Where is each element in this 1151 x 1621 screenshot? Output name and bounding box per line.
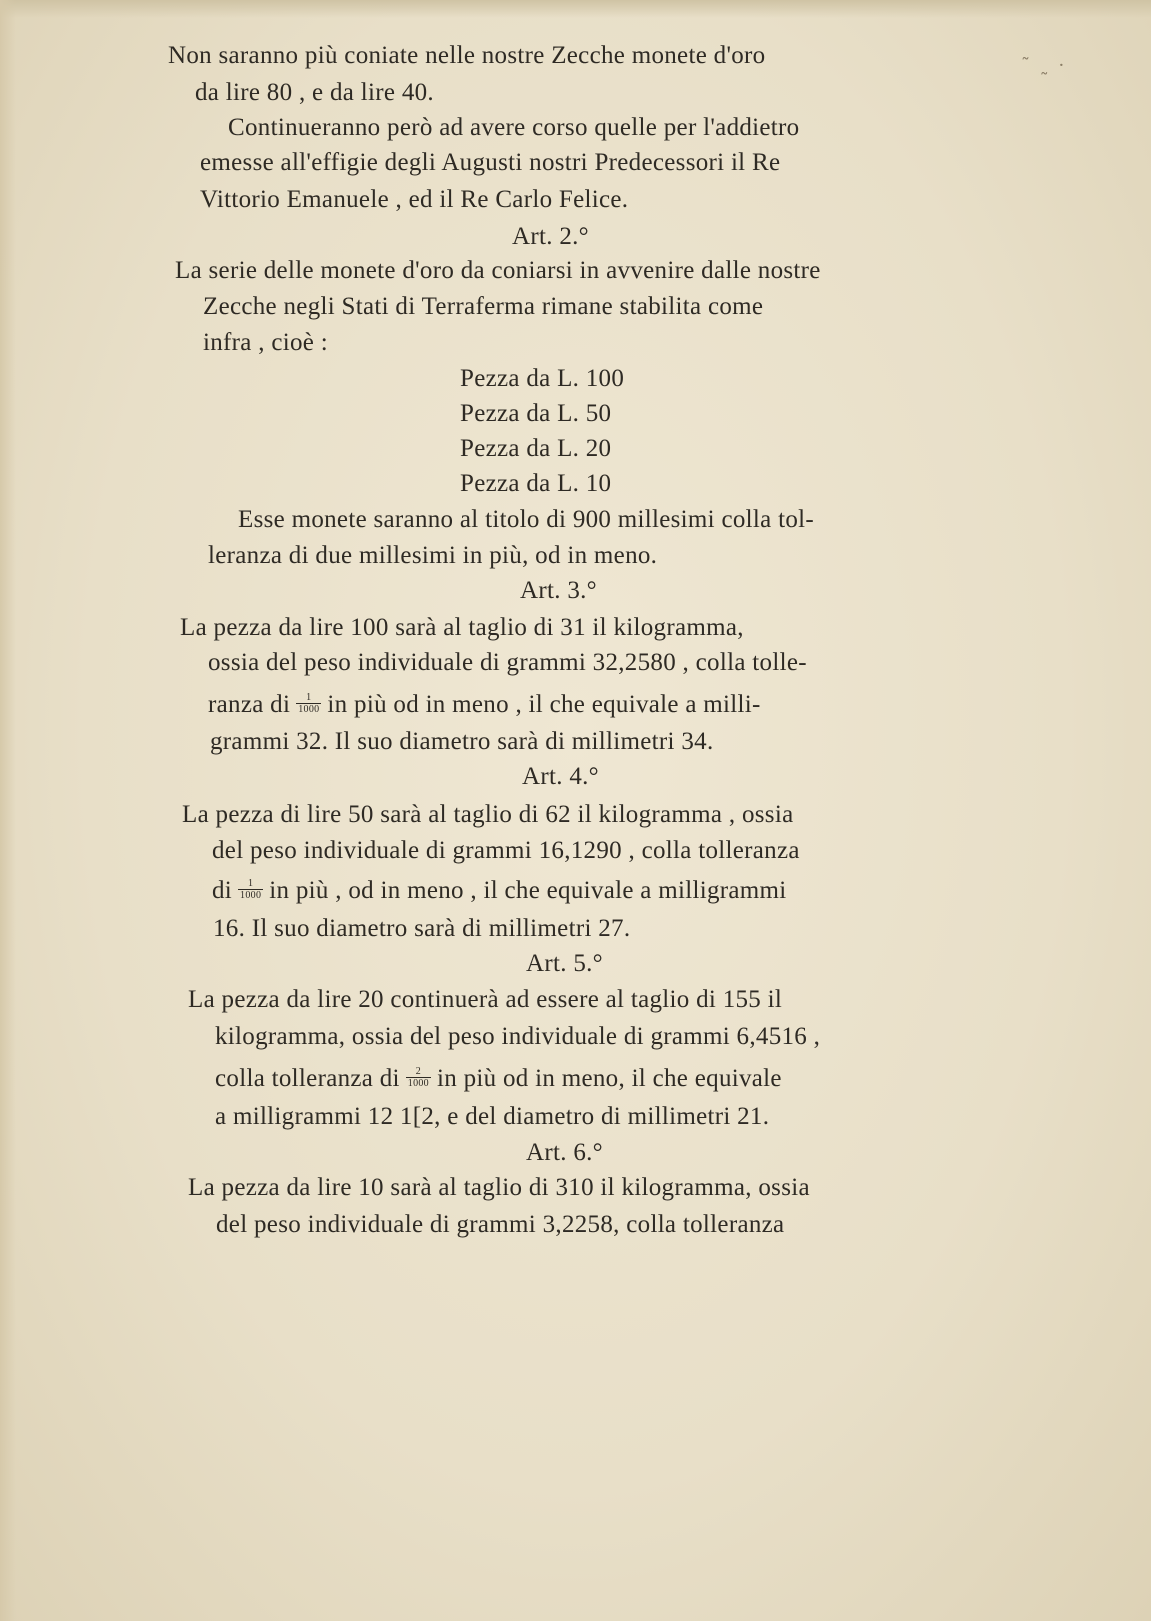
text-line-5: Vittorio Emanuele , ed il Re Carlo Felice. — [200, 186, 629, 213]
coin-list-item-10: Pezza da L. 10 — [460, 470, 612, 497]
text-line-8: infra , cioè : — [203, 329, 328, 356]
text-line-6: La serie delle monete d'oro da coniarsi in avvenire dalle nostre — [175, 257, 821, 284]
text-segment: di — [212, 877, 233, 904]
paper-edge-left — [0, 0, 16, 1621]
article-heading-5: Art. 5.° — [526, 950, 603, 977]
text-line-18: 16. Il suo diametro sarà di millimetri 27. — [213, 915, 631, 942]
text-line-24: del peso individuale di grammi 3,2258, colla tolleranza — [216, 1211, 785, 1238]
article-heading-3: Art. 3.° — [520, 577, 597, 604]
coin-list-item-20: Pezza da L. 20 — [460, 435, 612, 462]
coin-list-item-50: Pezza da L. 50 — [460, 400, 612, 427]
text-line-3: Continueranno però ad avere corso quelle per l'addietro — [228, 114, 800, 141]
text-line-16: del peso individuale di grammi 16,1290 , colla tolleranza — [212, 837, 800, 864]
text-segment: in più od in meno, il che equivale — [436, 1065, 782, 1092]
coin-list-item-100: Pezza da L. 100 — [460, 365, 625, 392]
fraction-two-thousandths — [406, 1066, 431, 1089]
fraction-denominator: 1000 — [298, 703, 320, 715]
text-line-10: leranza di due millesimi in più, od in meno. — [208, 542, 658, 569]
text-line-23: La pezza da lire 10 sarà al taglio di 310 il kilogramma, ossia — [188, 1174, 810, 1201]
text-line-12: ossia del peso individuale di grammi 32,2580 , colla tolle- — [208, 649, 807, 676]
text-line-13 — [208, 690, 761, 720]
fraction-denominator: 1000 — [240, 889, 262, 901]
paper-edge-top — [0, 0, 1151, 18]
fraction-one-thousandth — [296, 692, 321, 715]
fraction-numerator: 1 — [247, 877, 254, 889]
text-line-20: kilogramma, ossia del peso individuale di grammi 6,4516 , — [215, 1023, 821, 1050]
fraction-denominator: 1000 — [407, 1077, 429, 1089]
text-segment: in più od in meno , il che equivale a milli- — [327, 691, 761, 718]
text-line-11: La pezza da lire 100 sarà al taglio di 31 il kilogramma, — [180, 614, 744, 641]
text-line-21 — [215, 1064, 782, 1094]
text-segment: in più , od in meno , il che equivale a milligrammi — [269, 877, 787, 904]
text-line-22: a milligrammi 12 1[2, e del diametro di millimetri 21. — [215, 1103, 770, 1130]
text-line-9: Esse monete saranno al titolo di 900 millesimi colla tol- — [238, 506, 815, 533]
article-heading-2: Art. 2.° — [512, 223, 589, 250]
text-line-19: La pezza da lire 20 continuerà ad essere al taglio di 155 il — [188, 986, 783, 1013]
text-line-17 — [212, 876, 787, 906]
text-line-14: grammi 32. Il suo diametro sarà di millimetri 34. — [210, 728, 714, 755]
text-line-7: Zecche negli Stati di Terraferma rimane stabilita come — [203, 293, 764, 320]
text-line-4: emesse all'effigie degli Augusti nostri Predecessori il Re — [200, 149, 781, 176]
article-heading-4: Art. 4.° — [522, 763, 599, 790]
text-segment: ranza di — [208, 691, 291, 718]
text-line-2: da lire 80 , e da lire 40. — [195, 79, 434, 106]
text-segment: colla tolleranza di — [215, 1065, 400, 1092]
text-line-1: Non saranno più coniate nelle nostre Zecche monete d'oro — [168, 42, 766, 69]
fraction-numerator: 2 — [415, 1065, 422, 1077]
fraction-numerator: 1 — [306, 691, 312, 703]
text-line-15: La pezza di lire 50 sarà al taglio di 62 il kilogramma , ossia — [182, 801, 794, 828]
article-heading-6: Art. 6.° — [526, 1139, 603, 1166]
fraction-one-thousandth — [238, 878, 263, 901]
ink-stain-mark: ˜ ˷ · — [1021, 55, 1067, 76]
